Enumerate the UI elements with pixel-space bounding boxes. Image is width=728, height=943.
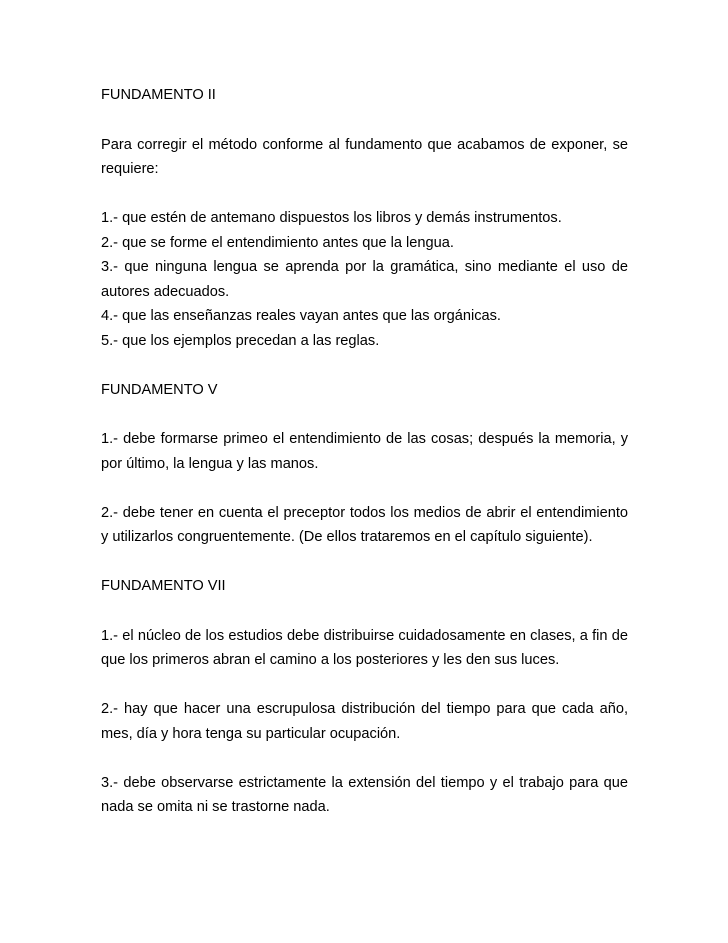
list-item: 1.- que estén de antemano dispuestos los libros y demás instrumentos. (101, 210, 562, 226)
list-item: 3.- debe observarse estrictamente la extensión del tiempo y el trabajo para que nada se omita ni se trastorne nada. (101, 774, 628, 815)
list-item: 1.- el núcleo de los estudios debe distribuirse cuidadosamente en clases, a fin de que los primeros abran el camino a los posteriores y les den sus luces. (101, 627, 628, 668)
section-heading-fundamento-vii: FUNDAMENTO VII (101, 578, 226, 594)
list-item: 3.- que ninguna lengua se aprenda por la gramática, sino mediante el uso de autores adecuados. (101, 259, 628, 300)
list-item: 2.- debe tener en cuenta el preceptor todos los medios de abrir el entendimiento y utilizarlos congruentemente. (De ellos trataremos en el capítulo siguiente). (101, 504, 628, 545)
list-item: 2.- hay que hacer una escrupulosa distribución del tiempo para que cada año, mes, día y hora tenga su particular ocupación. (101, 701, 628, 742)
list-item: 4.- que las enseñanzas reales vayan antes que las orgánicas. (101, 308, 501, 324)
list-item: 1.- debe formarse primeo el entendimiento de las cosas; después la memoria, y por último, la lengua y las manos. (101, 431, 628, 472)
list-item: 5.- que los ejemplos precedan a las reglas. (101, 332, 380, 349)
section-heading-fundamento-ii: FUNDAMENTO II (101, 87, 216, 103)
list-item: 2.- que se forme el entendimiento antes que la lengua. (101, 234, 454, 251)
document-body (101, 83, 628, 820)
section-intro: Para corregir el método conforme al fundamento que acabamos de exponer, se requiere: (101, 136, 628, 177)
section-heading-fundamento-v: FUNDAMENTO V (101, 381, 218, 398)
